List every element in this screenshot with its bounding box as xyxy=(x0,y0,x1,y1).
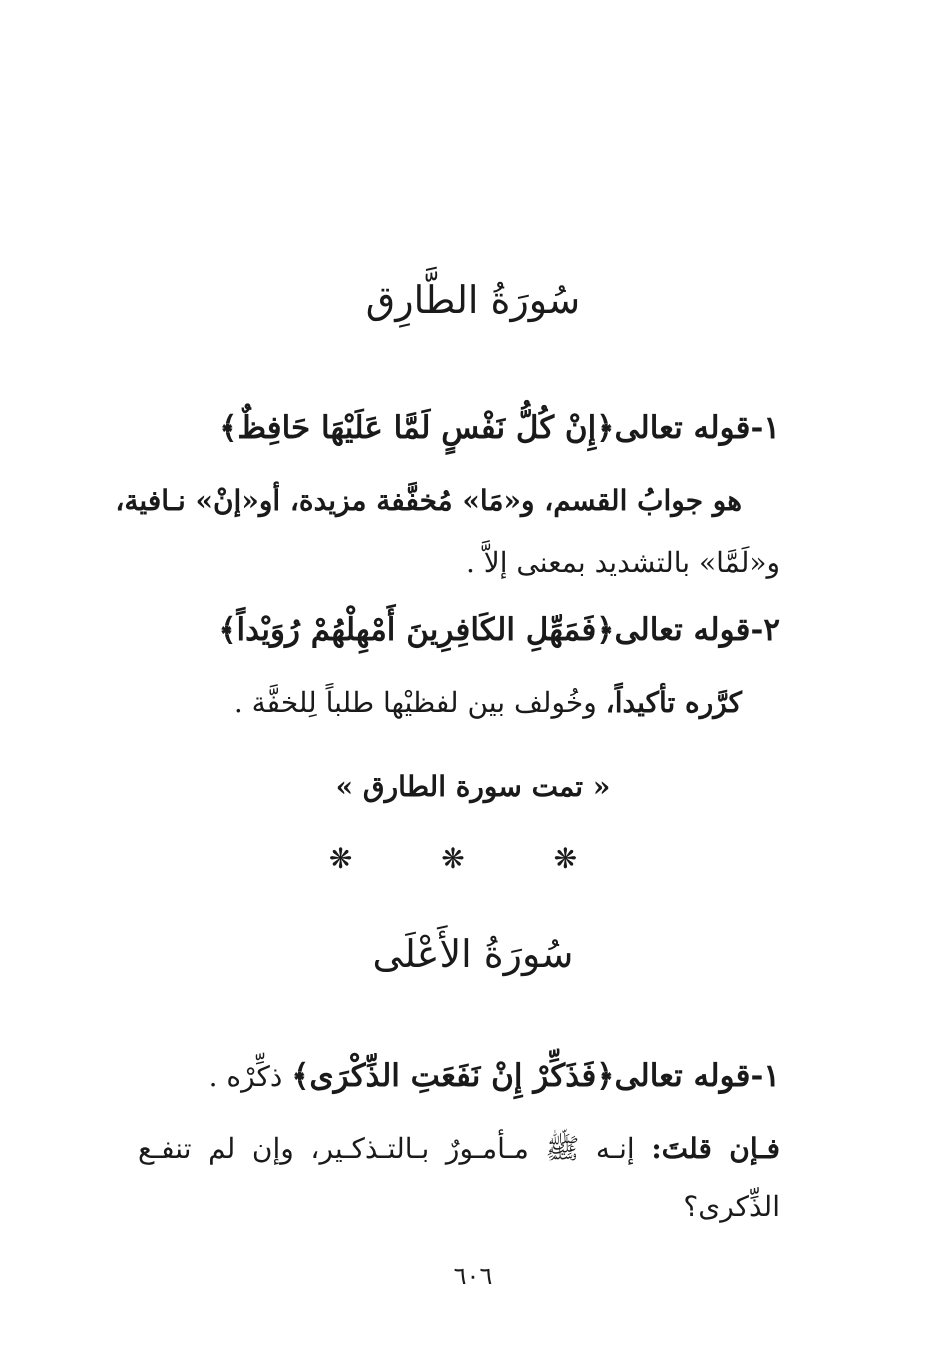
verse-1-ala xyxy=(209,1058,780,1094)
commentary-2-bold: كرَّره تأكيداً، xyxy=(605,686,742,719)
verse-1-tariq xyxy=(219,410,780,446)
verse-after-text: ذكِّرْه . xyxy=(208,1060,292,1093)
commentary-2 xyxy=(234,686,742,719)
commentary-ala-bold: فـإن قلتَ: xyxy=(651,1132,780,1165)
quran-ayah: ﴿فَمَهِّلِ الكَافِرِينَ أَمْهِلْهُمْ رُوَيْداً﴾ xyxy=(218,612,615,648)
verse-number: ١- xyxy=(750,410,780,446)
verse-intro: قوله تعالى xyxy=(614,410,751,446)
verse-number: ١- xyxy=(750,1058,780,1094)
verse-number: ٢- xyxy=(750,612,780,648)
verse-intro: قوله تعالى xyxy=(614,1058,751,1094)
surah-title-ala: سُورَةُ الأَعْلَى xyxy=(372,932,574,976)
commentary-ala-line-2: الذِّكرى؟ xyxy=(683,1190,780,1223)
surah-end-note: « تمت سورة الطارق » xyxy=(335,770,611,803)
quran-ayah: ﴿فَذَكِّرْ إِنْ نَفَعَتِ الذِّكْرَى﴾ xyxy=(291,1058,615,1094)
surah-title-tariq: سُورَةُ الطَّارِق xyxy=(365,278,581,322)
commentary-ala-rest: إنـه ﷺ مـأمـورٌ بـالتـذكـير، وإن لم تنفـع xyxy=(138,1132,652,1165)
page-number: ٦٠٦ xyxy=(453,1262,493,1290)
quran-ayah: ﴿إِنْ كُلُّ نَفْسٍ لَمَّا عَلَيْهَا حَافِظٌ﴾ xyxy=(219,410,615,446)
verse-intro: قوله تعالى xyxy=(614,612,751,648)
commentary-1-line-1: هو جوابُ القسم، و«مَا» مُخفَّفة مزيدة، أو«إنْ» نـافية، xyxy=(115,484,742,517)
commentary-2-rest: وخُولف بين لفظيْها طلباً لِلخفَّة . xyxy=(233,686,606,719)
commentary-1-line-2: و«لَمَّا» بالتشديد بمعنى إلاَّ . xyxy=(465,546,780,579)
section-separator: ❋ ❋ ❋ xyxy=(328,842,618,875)
verse-2-tariq xyxy=(218,612,780,648)
commentary-ala-line-1 xyxy=(138,1132,780,1172)
